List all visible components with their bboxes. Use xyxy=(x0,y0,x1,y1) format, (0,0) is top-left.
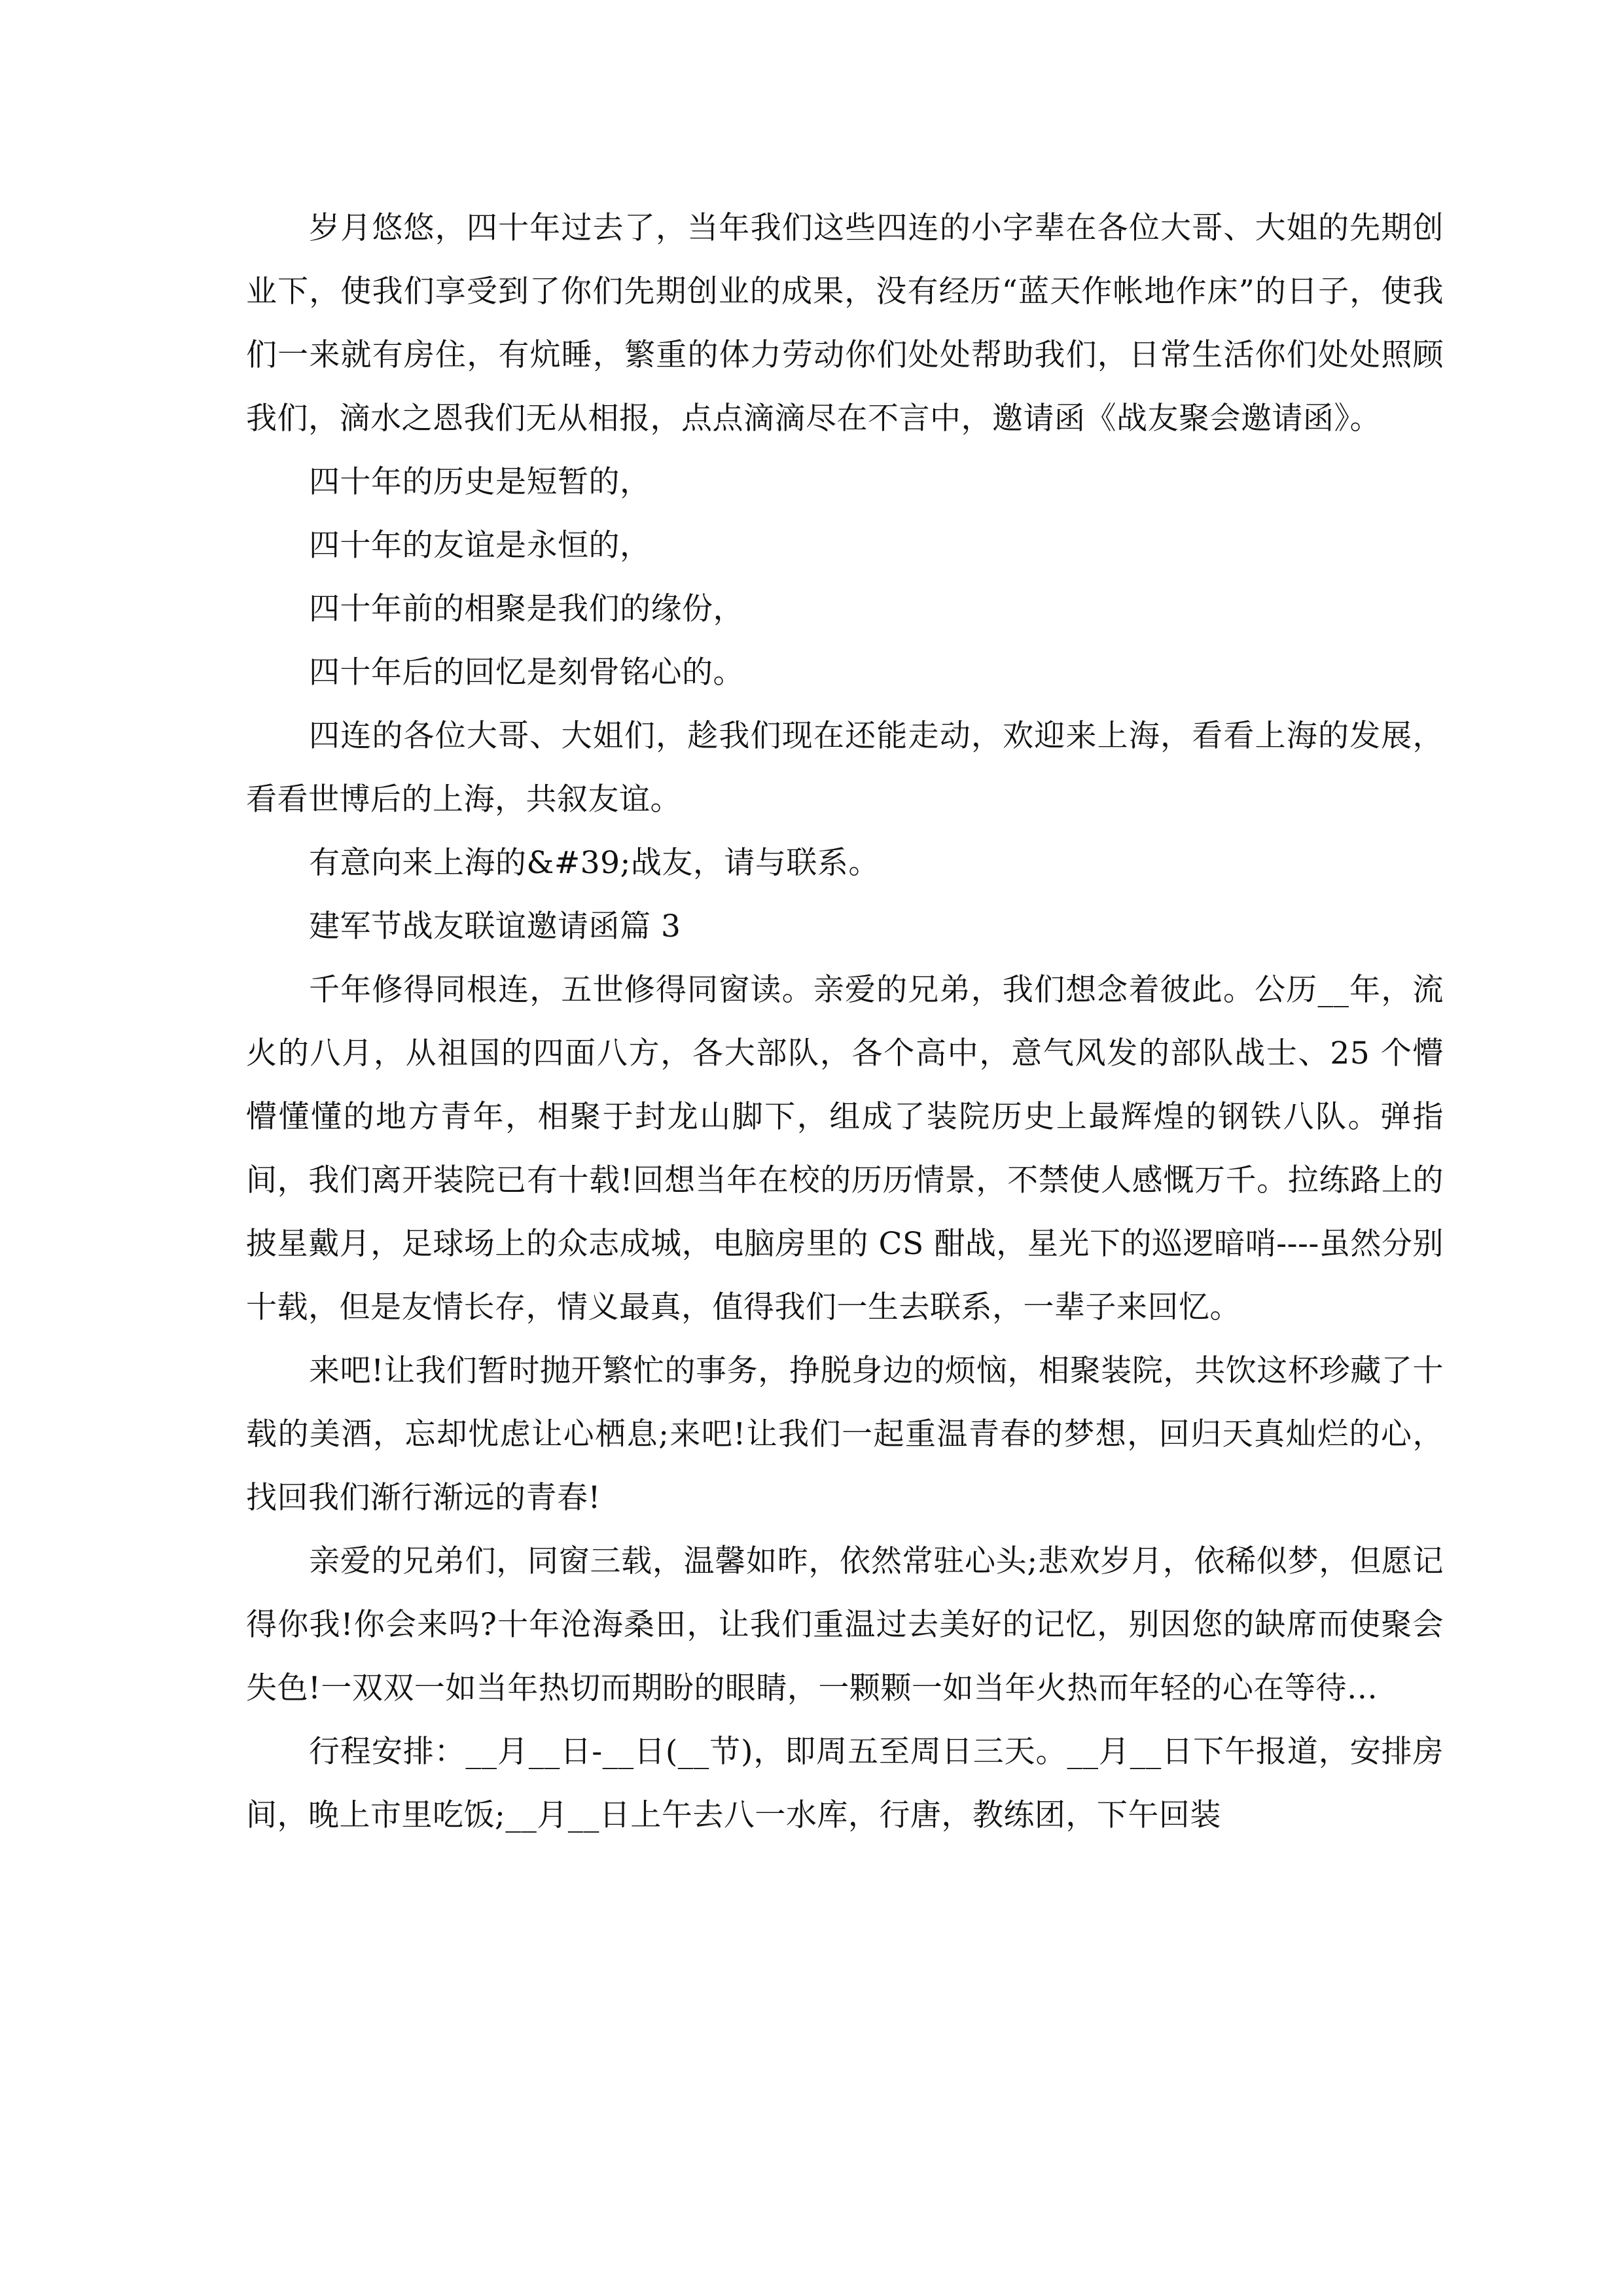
paragraph-opening: 岁月悠悠，四十年过去了，当年我们这些四连的小字辈在各位大哥、大姐的先期创业下，使我们享受到了你们先期创业的成果，没有经历“蓝天作帐地作床”的日子，使我们一来就有房住，有炕睡，繁重的体力劳动你们处处帮助我们，日常生活你们处处照顾我们，滴水之恩我们无从相报，点点滴滴尽在不言中，邀请函《战友聚会邀请函》。 xyxy=(246,210,1444,437)
document-body xyxy=(246,196,1444,1847)
poem-line-4: 四十年后的回忆是刻骨铭心的。 xyxy=(309,655,744,691)
poem-line-3: 四十年前的相聚是我们的缘份， xyxy=(309,591,744,627)
paragraph-contact: 有意向来上海的&#39;战友，请与联系。 xyxy=(309,845,880,881)
paragraph-come: 来吧!让我们暂时抛开繁忙的事务，挣脱身边的烦恼，相聚装院，共饮这杯珍藏了十载的美酒，忘却忧虑让心栖息;来吧!让我们一起重温青春的梦想，回归天真灿烂的心，找回我们渐行渐远的青春! xyxy=(246,1353,1444,1516)
section-heading: 建军节战友联谊邀请函篇 3 xyxy=(309,908,681,944)
poem-line-1: 四十年的历史是短暂的， xyxy=(309,464,651,500)
paragraph-welcome: 四连的各位大哥、大姐们，趁我们现在还能走动，欢迎来上海，看看上海的发展，看看世博后的上海，共叙友谊。 xyxy=(246,718,1444,817)
paragraph-brothers: 亲爱的兄弟们，同窗三载，温馨如昨，依然常驻心头;悲欢岁月，依稀似梦，但愿记得你我!你会来吗?十年沧海桑田，让我们重温过去美好的记忆，别因您的缺席而使聚会失色!一双双一如当年热切而期盼的眼睛，一颗颗一如当年火热而年轻的心在等待… xyxy=(246,1543,1444,1706)
paragraph-itinerary: 行程安排：__月__日-__日(__节)，即周五至周日三天。__月__日下午报道，安排房间，晚上市里吃饭;__月__日上午去八一水库，行唐，教练团，下午回装 xyxy=(246,1734,1444,1833)
poem-line-2: 四十年的友谊是永恒的， xyxy=(309,528,651,564)
paragraph-classmates: 千年修得同根连，五世修得同窗读。亲爱的兄弟，我们想念着彼此。公历__年，流火的八月，从祖国的四面八方，各大部队，各个高中，意气风发的部队战士、25 个懵懵懂懂的地方青年，相聚于封龙山脚下，组成了装院历史上最辉煌的钢铁八队。弹指间，我们离开装院已有十载!回想当年在校的历历情景，不禁使人感慨万千。拉练路上的披星戴月，足球场上的众志成城，电脑房里的 CS 酣战，星光下的巡逻暗哨----虽然分别十载，但是友情长存，情义最真，值得我们一生去联系，一辈子来回忆。 xyxy=(246,972,1444,1325)
